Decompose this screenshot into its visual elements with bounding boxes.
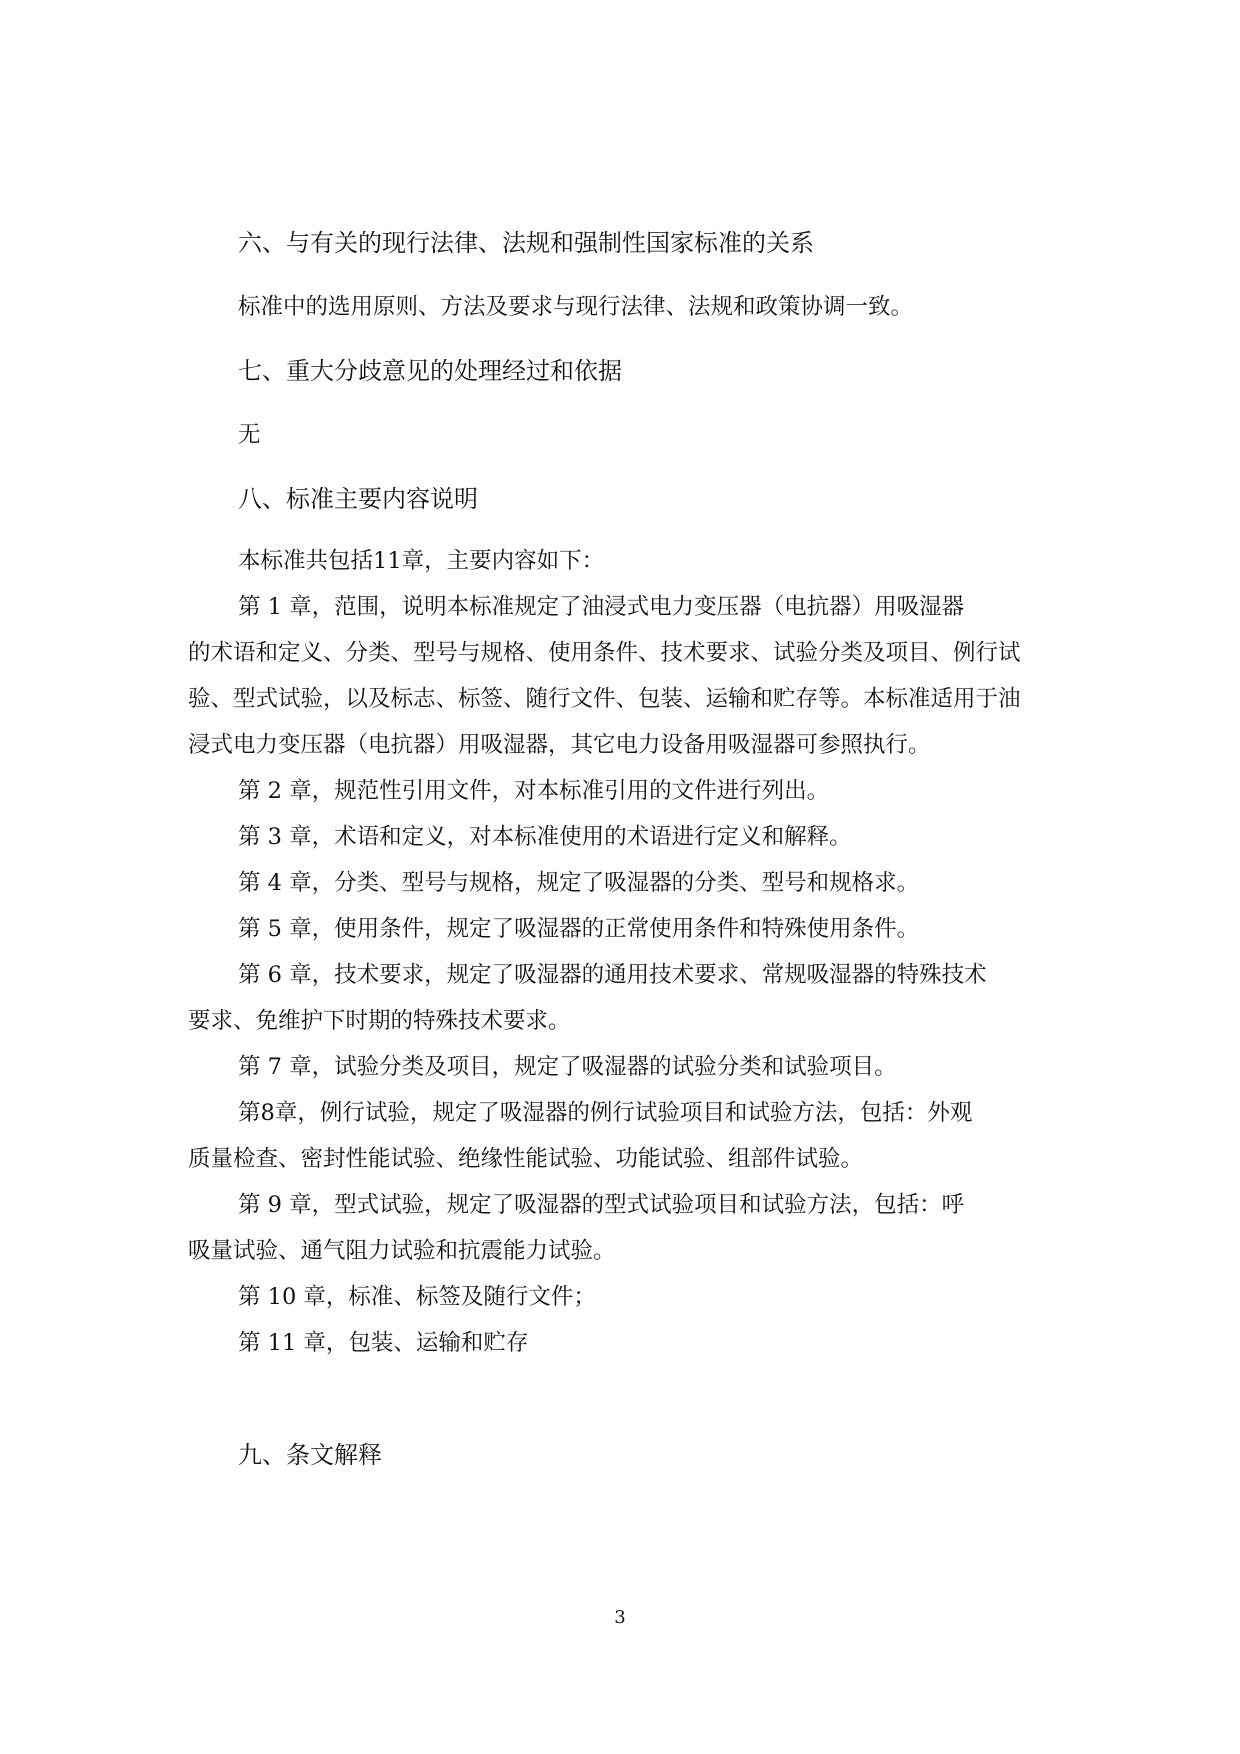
section-9-heading: 九、条文解释 <box>238 1441 382 1469</box>
chapter-9-line-1: 第 9 章，型式试验，规定了吸湿器的型式试验项目和试验方法，包括：呼 <box>238 1192 965 1218</box>
chapter-7-line-1: 第 7 章，试验分类及项目，规定了吸湿器的试验分类和试验项目。 <box>238 1054 897 1080</box>
chapter-4-line-1: 第 4 章，分类、型号与规格，规定了吸湿器的分类、型号和规格求。 <box>238 870 920 896</box>
chapter-8-line-1: 第8章，例行试验，规定了吸湿器的例行试验项目和试验方法，包括：外观 <box>238 1100 973 1126</box>
section-7-heading: 七、重大分歧意见的处理经过和依据 <box>238 357 622 385</box>
chapter-10-line-1: 第 10 章，标准、标签及随行文件； <box>238 1284 596 1310</box>
chapter-11-line-1: 第 11 章，包装、运输和贮存 <box>238 1330 529 1356</box>
chapter-6-line-2: 要求、免维护下时期的特殊技术要求。 <box>188 1008 571 1034</box>
chapter-1-line-1: 第 1 章，范围，说明本标准规定了油浸式电力变压器（电抗器）用吸湿器 <box>238 594 965 620</box>
chapter-1-line-2: 的术语和定义、分类、型号与规格、使用条件、技术要求、试验分类及项目、例行试 <box>188 640 1021 666</box>
chapter-6-line-1: 第 6 章，技术要求，规定了吸湿器的通用技术要求、常规吸湿器的特殊技术 <box>238 962 987 988</box>
section-6-body: 标准中的选用原则、方法及要求与现行法律、法规和政策协调一致。 <box>238 294 914 320</box>
chapter-1-line-4: 浸式电力变压器（电抗器）用吸湿器，其它电力设备用吸湿器可参照执行。 <box>188 732 931 758</box>
chapter-3-line-1: 第 3 章，术语和定义，对本标准使用的术语进行定义和解释。 <box>238 824 852 850</box>
section-8-heading: 八、标准主要内容说明 <box>238 485 478 513</box>
chapter-5-line-1: 第 5 章，使用条件，规定了吸湿器的正常使用条件和特殊使用条件。 <box>238 916 920 942</box>
section-6-heading: 六、与有关的现行法律、法规和强制性国家标准的关系 <box>238 229 814 257</box>
chapter-2-line-1: 第 2 章，规范性引用文件，对本标准引用的文件进行列出。 <box>238 778 830 804</box>
section-8-intro: 本标准共包括11章，主要内容如下： <box>238 548 605 574</box>
chapter-9-line-2: 吸量试验、通气阻力试验和抗震能力试验。 <box>188 1238 616 1264</box>
chapter-8-line-2: 质量检查、密封性能试验、绝缘性能试验、功能试验、组部件试验。 <box>188 1146 864 1172</box>
section-7-body: 无 <box>238 422 261 448</box>
page-number: 3 <box>614 1607 626 1628</box>
chapter-1-line-3: 验、型式试验，以及标志、标签、随行文件、包装、运输和贮存等。本标准适用于油 <box>188 686 1021 712</box>
